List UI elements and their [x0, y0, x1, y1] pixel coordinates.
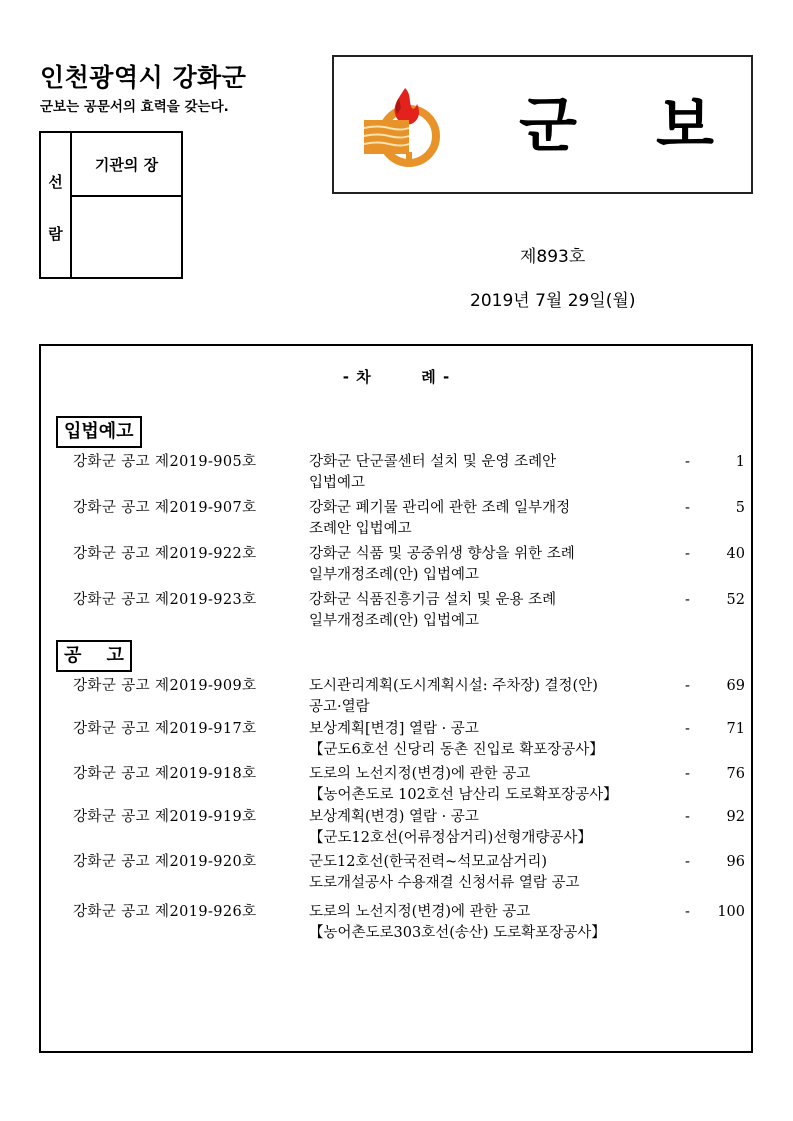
notice-title-line: 【군도6호선 신당리 동촌 진입로 확포장공사】 [309, 742, 604, 758]
notice-title-line: 강화군 폐기물 관리에 관한 조례 일부개정 [309, 500, 571, 516]
notice-title-line: 강화군 식품진흥기금 설치 및 운용 조례 [309, 592, 557, 608]
approval-signature-area [72, 197, 181, 277]
page-ref [685, 902, 745, 923]
notice-title [309, 590, 689, 632]
notice-title-line: 공고·열람 [309, 699, 370, 715]
page-number: 100 [717, 904, 745, 920]
page-dash: - [685, 809, 690, 825]
notice-title-line: 【농어촌도로303호선(송산) 도로확포장공사】 [309, 925, 606, 941]
notice-number: 강화군 공고 제2019-919호 [73, 809, 257, 825]
page-dash: - [685, 854, 690, 870]
approval-side-top: 선 [48, 172, 63, 191]
page-number: 40 [726, 546, 745, 562]
notice-title [309, 676, 689, 718]
approval-main [72, 133, 181, 277]
notice-title-line: 도로의 노선지정(변경)에 관한 공고 [309, 904, 531, 920]
page-number: 69 [726, 678, 745, 694]
notice-title-line: 입법예고 [309, 475, 366, 491]
notice-title-line: 강화군 단군콜센터 설치 및 운영 조례안 [309, 454, 557, 470]
page-number: 96 [726, 854, 745, 870]
page-dash: - [685, 721, 690, 737]
notice-title-line: 【농어촌도로 102호선 남산리 도로확포장공사】 [309, 787, 618, 803]
notice-title [309, 807, 689, 849]
page-dash: - [685, 904, 690, 920]
page-ref [685, 452, 745, 473]
page-ref [685, 544, 745, 565]
approval-side [41, 133, 72, 277]
toc-title: - 차 례 - [342, 368, 450, 386]
masthead-title-char-1: 군 [519, 91, 577, 161]
page-number: 1 [735, 454, 745, 470]
approval-head-label: 기관의 장 [72, 133, 181, 197]
page-number: 92 [726, 809, 745, 825]
notice-title-line: 일부개정조례(안) 입법예고 [309, 613, 479, 629]
page-ref [685, 676, 745, 697]
table-of-contents [39, 344, 753, 1053]
page-number: 71 [726, 721, 745, 737]
page-dash: - [685, 766, 690, 782]
notice-number: 강화군 공고 제2019-907호 [73, 500, 257, 516]
issue-number: 제893호 [520, 247, 586, 267]
page-number: 5 [735, 500, 745, 516]
notice-title-line: 도로개설공사 수용재결 신청서류 열람 공고 [309, 875, 580, 891]
page-number: 52 [726, 592, 745, 608]
notice-number: 강화군 공고 제2019-923호 [73, 592, 257, 608]
notice-title [309, 719, 689, 761]
org-subtitle: 군보는 공문서의 효력을 갖는다. [40, 99, 229, 115]
page-ref [685, 764, 745, 785]
section-label-legislative-notice: 입법예고 [56, 416, 142, 448]
approval-side-bottom: 람 [48, 224, 63, 243]
notice-title-line: 도로의 노선지정(변경)에 관한 공고 [309, 766, 531, 782]
notice-title-line: 【군도12호선(어류정삼거리)선형개량공사】 [309, 830, 592, 846]
notice-title [309, 452, 689, 494]
masthead [332, 55, 753, 194]
notice-title [309, 902, 689, 944]
page-ref [685, 719, 745, 740]
notice-title [309, 852, 689, 894]
section-label-public-notice: 공 고 [56, 640, 132, 672]
notice-number: 강화군 공고 제2019-917호 [73, 721, 257, 737]
approval-box [39, 131, 183, 279]
page-dash: - [685, 546, 690, 562]
notice-number: 강화군 공고 제2019-918호 [73, 766, 257, 782]
notice-number: 강화군 공고 제2019-905호 [73, 454, 257, 470]
issue-date: 2019년 7월 29일(월) [470, 291, 636, 311]
page-ref [685, 590, 745, 611]
notice-title-line: 도시관리계획(도시계획시설: 주차장) 결정(안) [309, 678, 598, 694]
notice-number: 강화군 공고 제2019-926호 [73, 904, 257, 920]
page-ref [685, 807, 745, 828]
notice-number: 강화군 공고 제2019-920호 [73, 854, 257, 870]
page-dash: - [685, 454, 690, 470]
page-ref [685, 498, 745, 519]
notice-number: 강화군 공고 제2019-922호 [73, 546, 257, 562]
notice-title [309, 764, 689, 806]
page-dash: - [685, 678, 690, 694]
masthead-title-char-2: 보 [656, 91, 714, 161]
page-ref [685, 852, 745, 873]
notice-title-line: 군도12호선(한국전력~석모교삼거리) [309, 854, 548, 870]
notice-title-line: 보상계획(변경) 열람 · 공고 [309, 809, 479, 825]
notice-title [309, 544, 689, 586]
notice-title-line: 보상계획[변경] 열람 · 공고 [309, 721, 479, 737]
gangwha-county-emblem-icon [359, 84, 444, 169]
org-name: 인천광역시 강화군 [40, 63, 247, 92]
notice-number: 강화군 공고 제2019-909호 [73, 678, 257, 694]
notice-title-line: 강화군 식품 및 공중위생 향상을 위한 조례 [309, 546, 575, 562]
notice-title-line: 조례안 입법예고 [309, 521, 412, 537]
page-number: 76 [726, 766, 745, 782]
page-dash: - [685, 500, 690, 516]
notice-title [309, 498, 689, 540]
page-dash: - [685, 592, 690, 608]
notice-title-line: 일부개정조례(안) 입법예고 [309, 567, 479, 583]
